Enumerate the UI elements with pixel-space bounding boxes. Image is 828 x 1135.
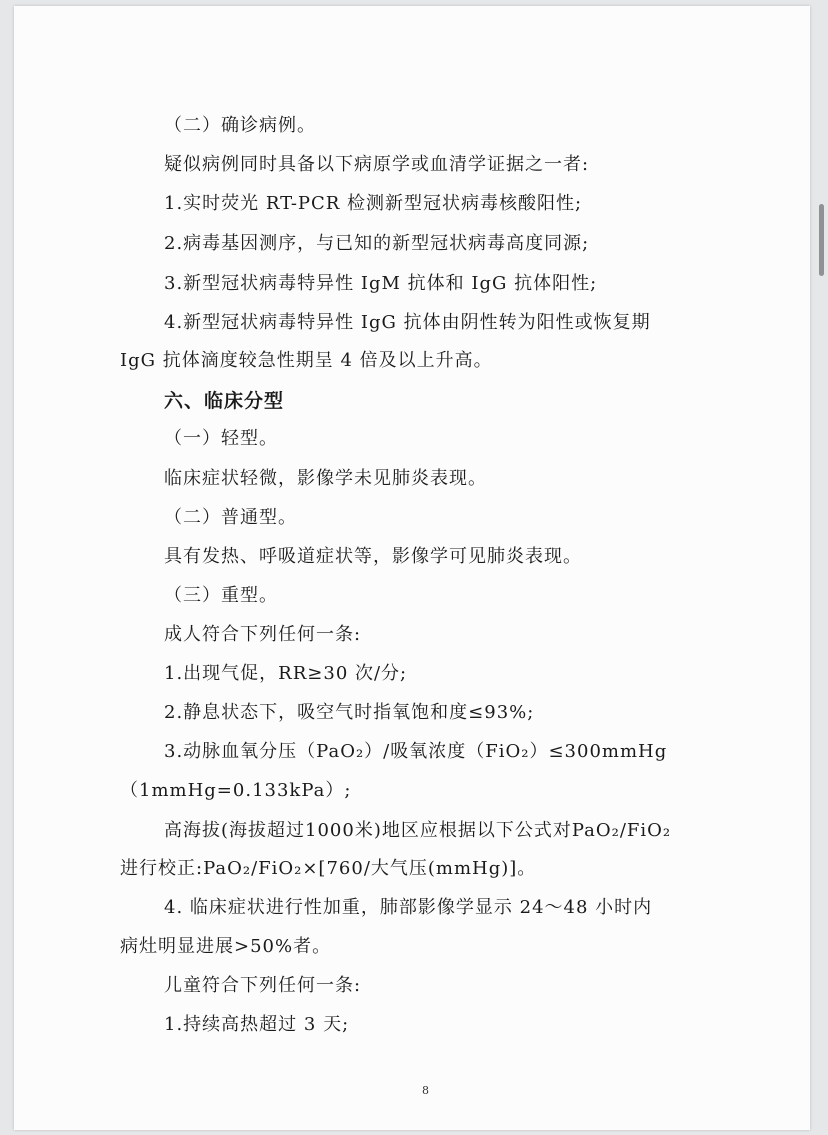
subsection-severe: （三）重型。 <box>164 585 278 606</box>
subsection-confirmed-case: （二）确诊病例。 <box>164 115 316 136</box>
list-item: 1.实时荧光 RT-PCR 检测新型冠状病毒核酸阳性; <box>164 193 583 214</box>
scrollbar-thumb[interactable] <box>819 204 824 276</box>
paragraph-line: 疑似病例同时具备以下病原学或血清学证据之一者: <box>164 154 590 175</box>
paragraph-line: （1mmHg=0.133kPa）; <box>120 780 352 801</box>
list-item: 4.新型冠状病毒特异性 IgG 抗体由阴性转为阳性或恢复期 <box>164 312 651 333</box>
paragraph-line: 具有发热、呼吸道症状等，影像学可见肺炎表现。 <box>164 546 582 567</box>
paragraph-line: 进行校正:PaO₂/FiO₂×[760/大气压(mmHg)]。 <box>120 858 537 879</box>
subsection-mild: （一）轻型。 <box>164 428 278 449</box>
paragraph-line: 高海拔(海拔超过1000米)地区应根据以下公式对PaO₂/FiO₂ <box>164 820 672 841</box>
paragraph-line: 成人符合下列任何一条: <box>164 624 362 645</box>
paragraph-line: 病灶明显进展>50%者。 <box>120 936 332 957</box>
list-item: 2.静息状态下，吸空气时指氧饱和度≤93%; <box>164 702 535 723</box>
list-item: 1.出现气促，RR≥30 次/分; <box>164 663 408 684</box>
document-page <box>14 6 810 1130</box>
paragraph-line: 临床症状轻微，影像学未见肺炎表现。 <box>164 468 487 489</box>
list-item: 3.新型冠状病毒特异性 IgM 抗体和 IgG 抗体阳性; <box>164 273 598 294</box>
paragraph-line: IgG 抗体滴度较急性期呈 4 倍及以上升高。 <box>120 350 493 371</box>
list-item: 2.病毒基因测序，与已知的新型冠状病毒高度同源; <box>164 233 590 254</box>
list-item: 1.持续高热超过 3 天; <box>164 1014 350 1035</box>
page-number: 8 <box>422 1084 429 1097</box>
subsection-common: （二）普通型。 <box>164 507 297 528</box>
list-item: 3.动脉血氧分压（PaO₂）/吸氧浓度（FiO₂）≤300mmHg <box>164 741 668 762</box>
paragraph-line: 儿童符合下列任何一条: <box>164 975 362 996</box>
list-item: 4. 临床症状进行性加重，肺部影像学显示 24～48 小时内 <box>164 897 653 918</box>
section-heading: 六、临床分型 <box>164 390 285 412</box>
